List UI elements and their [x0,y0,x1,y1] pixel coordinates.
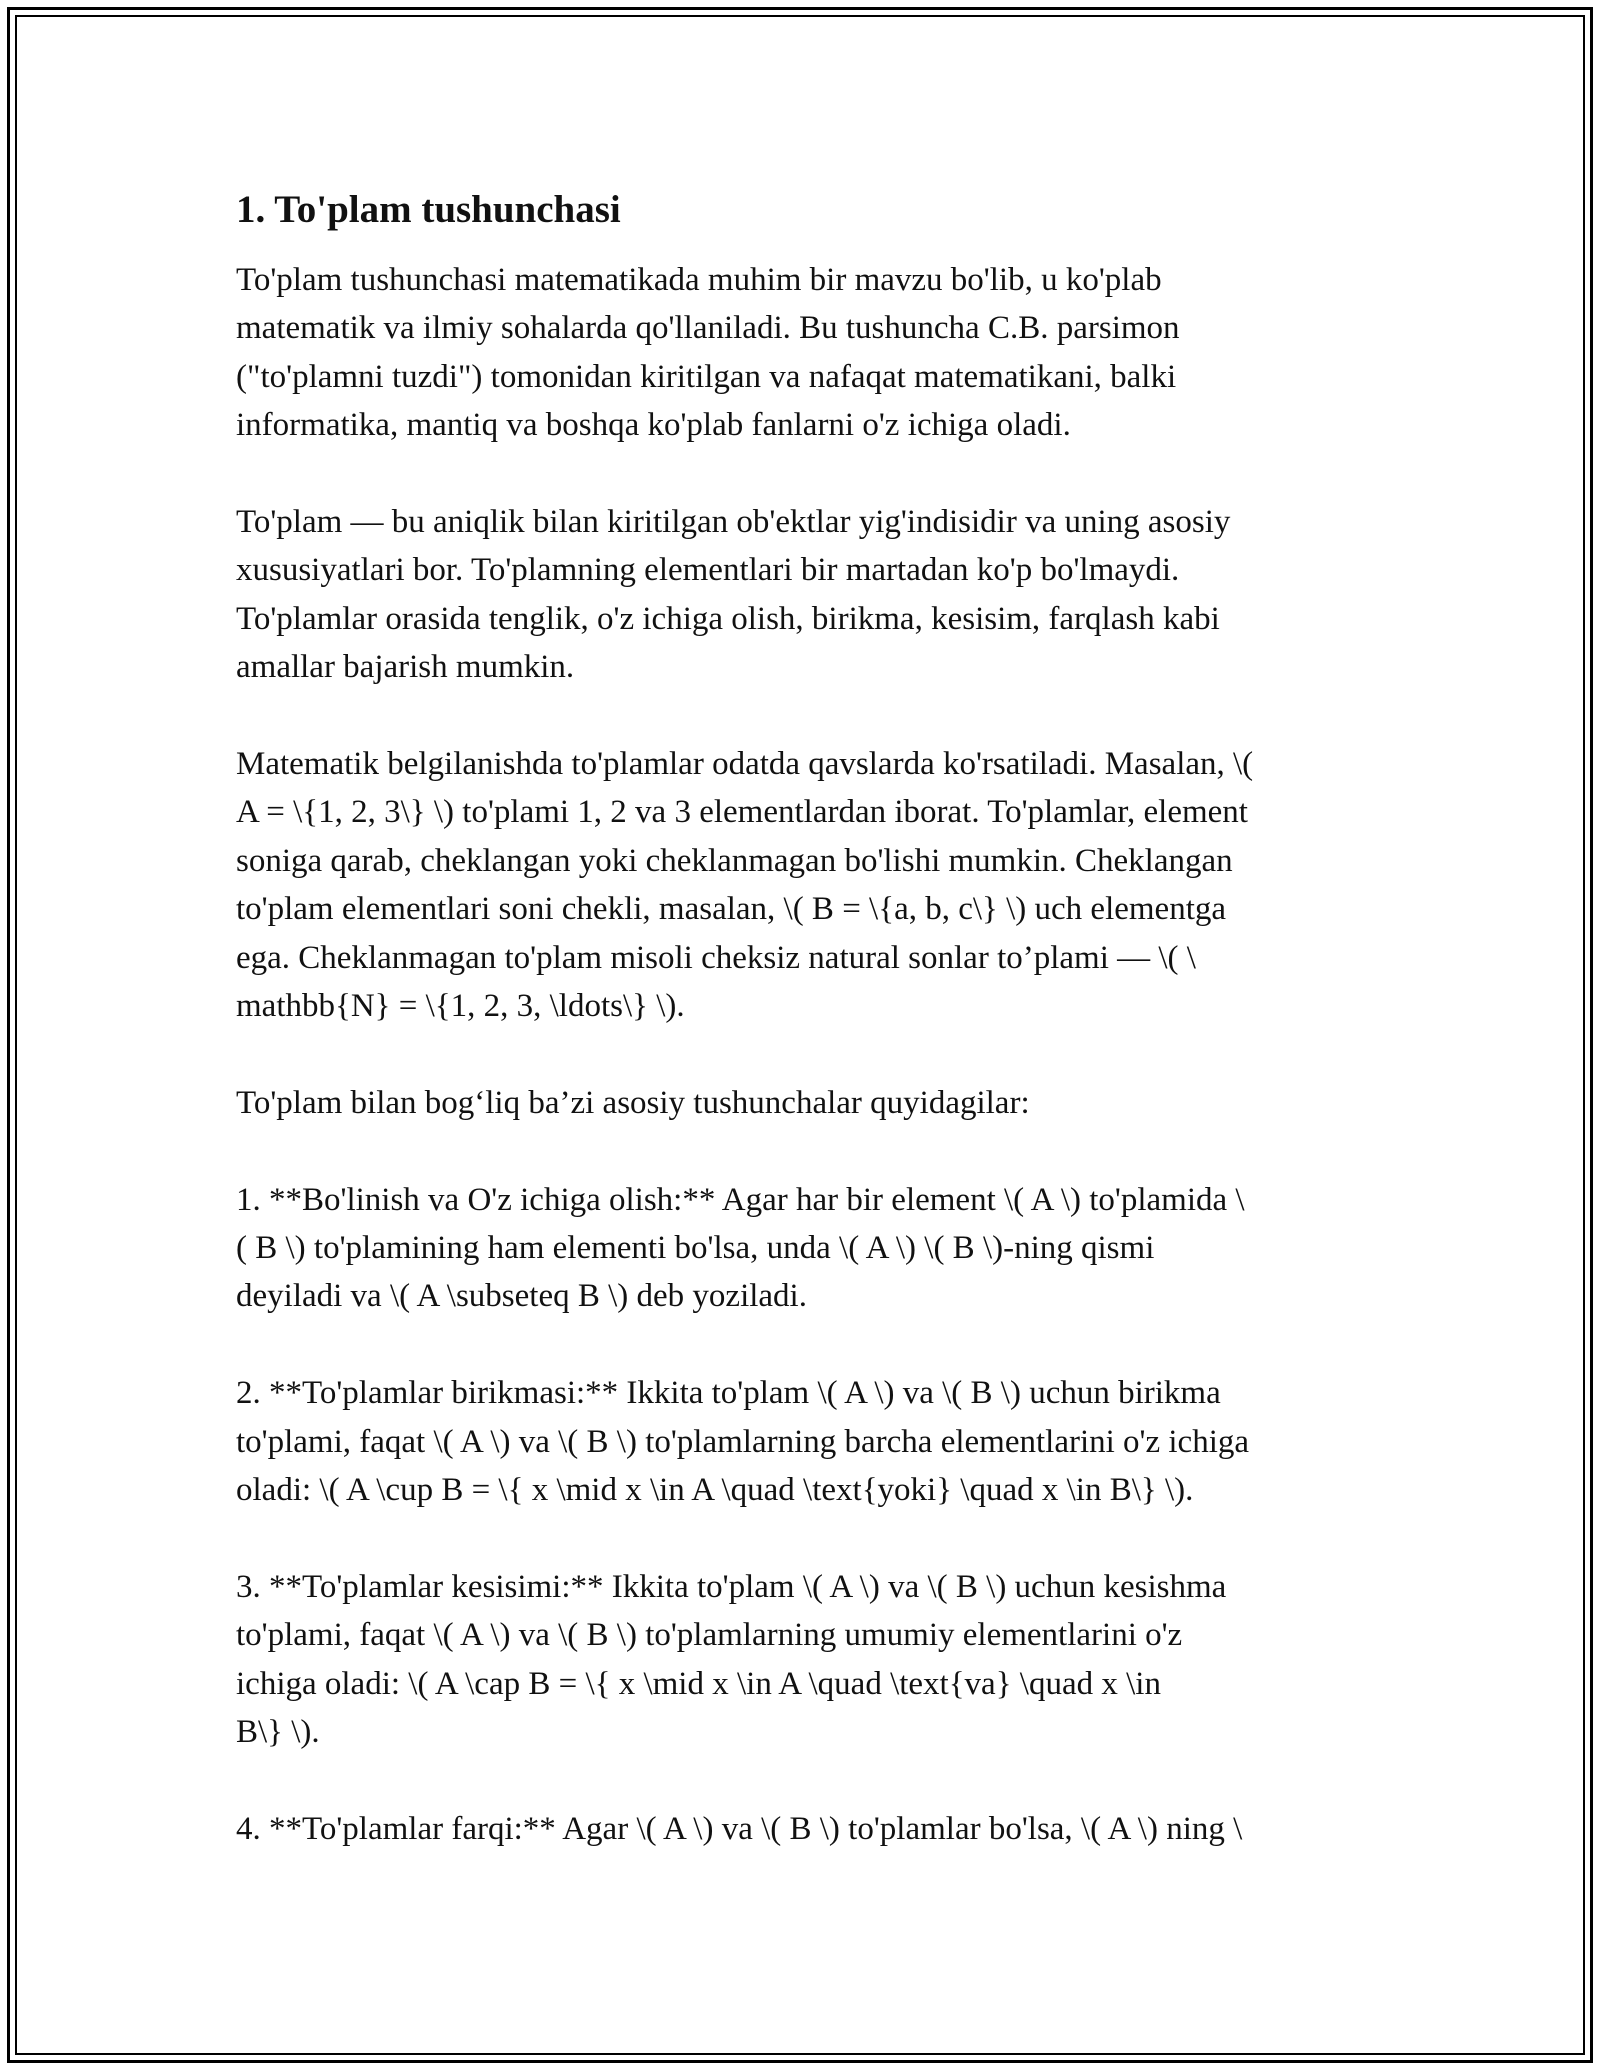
list-item-union: 2. **To'plamlar birikmasi:** Ikkita to'plam \( A \) va \( B \) uchun birikma to'plami, faqat \( A \) va \( B \) to'plamlarning barcha elementlarini o'z ichiga oladi: \( A \cup B = \{ x \mid x \in A \quad \text{yoki} \quad x \in B\} \). [236,1375,1250,1509]
list-item-intersection: 3. **To'plamlar kesisimi:** Ikkita to'plam \( A \) va \( B \) uchun kesishma to'plami, faqat \( A \) va \( B \) to'plamlarning umumiy elementlarini o'z ichiga oladi: \( A \cap B = \{ x \mid x \in A \quad \text{va} \quad x \in B\} \). [236,1568,1227,1751]
list-item-difference: 4. **To'plamlar farqi:** Agar \( A \) va \( B \) to'plamlar bo'lsa, \( A \) ning \ [236,1810,1243,1847]
paragraph-intro: To'plam tushunchasi matematikada muhim bir mavzu bo'lib, u ko'plab matematik va ilmiy sohalarda qo'llaniladi. Bu tushuncha C.B. parsimon ("to'plamni tuzdi") tomonidan kiritilgan va nafaqat matematikani, balki informatika, mantiq va boshqa ko'plab fanlarni o'z ichiga oladi. [236,262,1180,444]
list-item-subset: 1. **Bo'linish va O'z ichiga olish:** Agar har bir element \( A \) to'plamida \ ( B \) to'plamining ham elementi bo'lsa, unda \( A \) \( B \)-ning qismi deyiladi va \( A \subseteq B \) deb yoziladi. [236,1181,1245,1315]
paragraph-list-intro: To'plam bilan bog‘liq ba’zi asosiy tushunchalar quyidagilar: [236,1084,1030,1121]
document-body [236,186,1366,1853]
paragraph-definition: To'plam — bu aniqlik bilan kiritilgan ob'ektlar yig'indisidir va uning asosiy xususiyatlari bor. To'plamning elementlari bir martadan ko'p bo'lmaydi. To'plamlar orasida tenglik, o'z ichiga olish, birikma, kesisim, farqlash kabi amallar bajarish mumkin. [236,504,1231,686]
paragraph-notation: Matematik belgilanishda to'plamlar odatda qavslarda ko'rsatiladi. Masalan, \( A = \{1, 2, 3\} \) to'plami 1, 2 va 3 elementlardan iborat. To'plamlar, element soniga qarab, cheklangan yoki cheklanmagan bo'lishi mumkin. Cheklangan to'plam elementlari soni chekli, masalan, \( B = \{a, b, c\} \) uch elementga ega. Cheklanmagan to'plam misoli cheksiz natural sonlar to’plami — \( \ mathbb{N} = \{1, 2, 3, \ldots\} \). [236,746,1254,1025]
document-title: 1. To'plam tushunchasi [236,188,621,231]
